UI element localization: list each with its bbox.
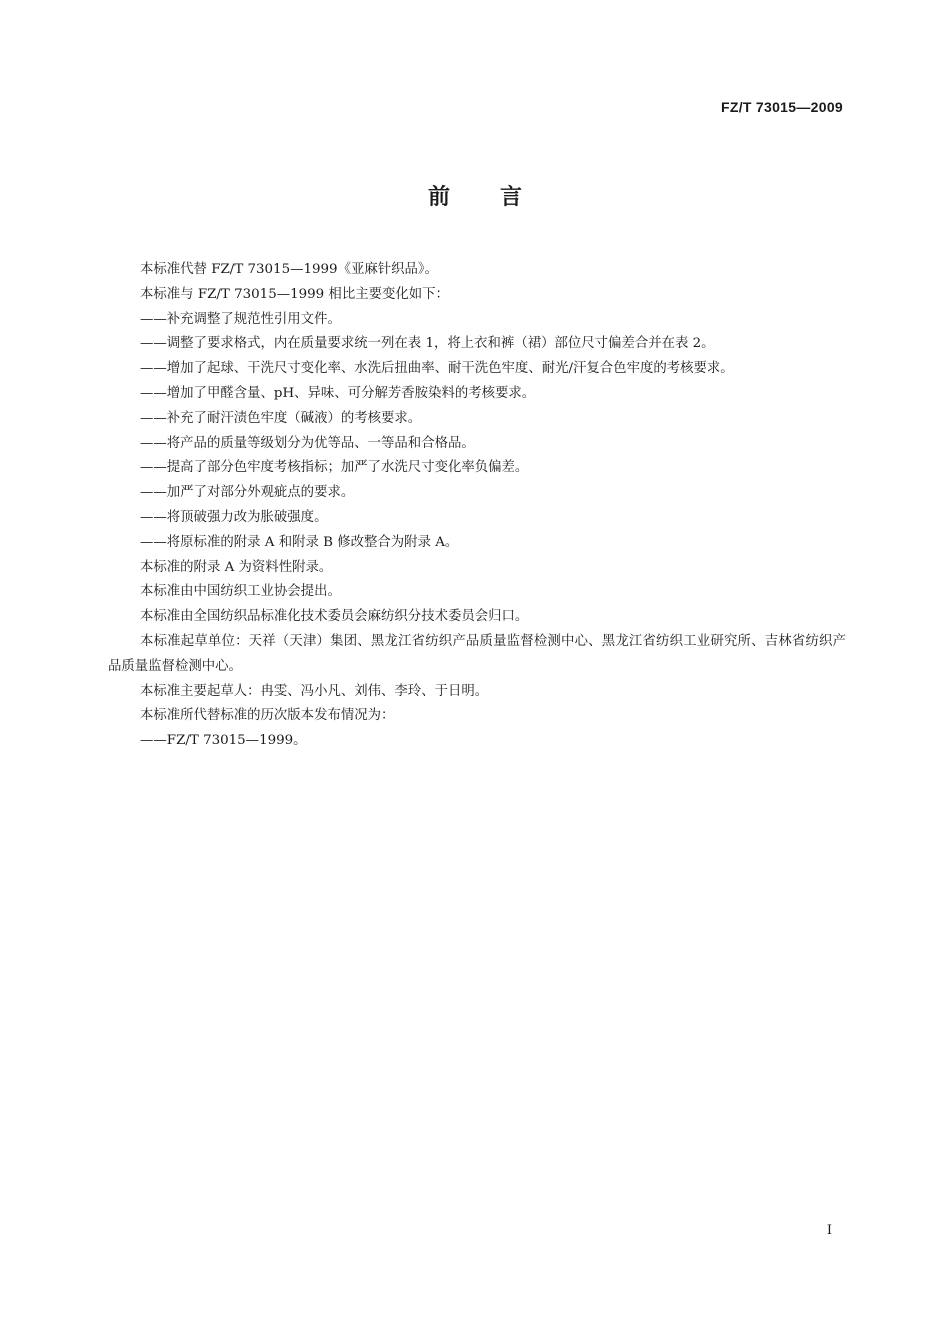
history-item: ——FZ/T 73015—1999。 xyxy=(140,733,307,749)
paragraph-annex: 本标准的附录 A 为资料性附录。 xyxy=(140,559,333,575)
change-item: ——增加了起球、干洗尺寸变化率、水洗后扭曲率、耐干洗色牢度、耐光/汗复合色牢度的考核要求。 xyxy=(140,361,734,377)
change-item: ——补充了耐汗渍色牢度（碱液）的考核要求。 xyxy=(140,410,422,426)
paragraph-drafters: 本标准主要起草人：冉雯、冯小凡、刘伟、李玲、于日明。 xyxy=(140,683,489,699)
paragraph-proposer: 本标准由中国纺织工业协会提出。 xyxy=(140,584,341,600)
page-number: I xyxy=(826,1223,832,1238)
change-item: ——增加了甲醛含量、pH、异味、可分解芳香胺染料的考核要求。 xyxy=(140,385,536,401)
change-item: ——补充调整了规范性引用文件。 xyxy=(140,311,341,327)
paragraph-history-intro: 本标准所代替标准的历次版本发布情况为： xyxy=(140,708,395,724)
change-item: ——将产品的质量等级划分为优等品、一等品和合格品。 xyxy=(140,435,475,451)
foreword-body xyxy=(108,258,846,754)
paragraph-replaces: 本标准代替 FZ/T 73015—1999《亚麻针织品》。 xyxy=(140,262,438,277)
change-item: ——将原标准的附录 A 和附录 B 修改整合为附录 A。 xyxy=(140,534,459,550)
change-item: ——加严了对部分外观疵点的要求。 xyxy=(140,485,355,501)
page-title: 前言 xyxy=(427,185,572,210)
paragraph-drafting-units: 本标准起草单位：天祥（天津）集团、黑龙江省纺织产品质量监督检测中心、黑龙江省纺织工业研究所、吉林省纺织产品质量监督检测中心。 xyxy=(108,633,846,674)
paragraph-committee: 本标准由全国纺织品标准化技术委员会麻纺织分技术委员会归口。 xyxy=(140,609,529,625)
paragraph-changes-intro: 本标准与 FZ/T 73015—1999 相比主要变化如下： xyxy=(140,286,449,302)
change-item: ——提高了部分色牢度考核指标；加严了水洗尺寸变化率负偏差。 xyxy=(140,460,529,476)
change-item: ——将顶破强力改为胀破强度。 xyxy=(140,509,328,525)
standard-code: FZ/T 73015—2009 xyxy=(720,99,843,115)
change-item: ——调整了要求格式，内在质量要求统一列在表 1，将上衣和裤（裙）部位尺寸偏差合并在表 2。 xyxy=(140,336,715,352)
